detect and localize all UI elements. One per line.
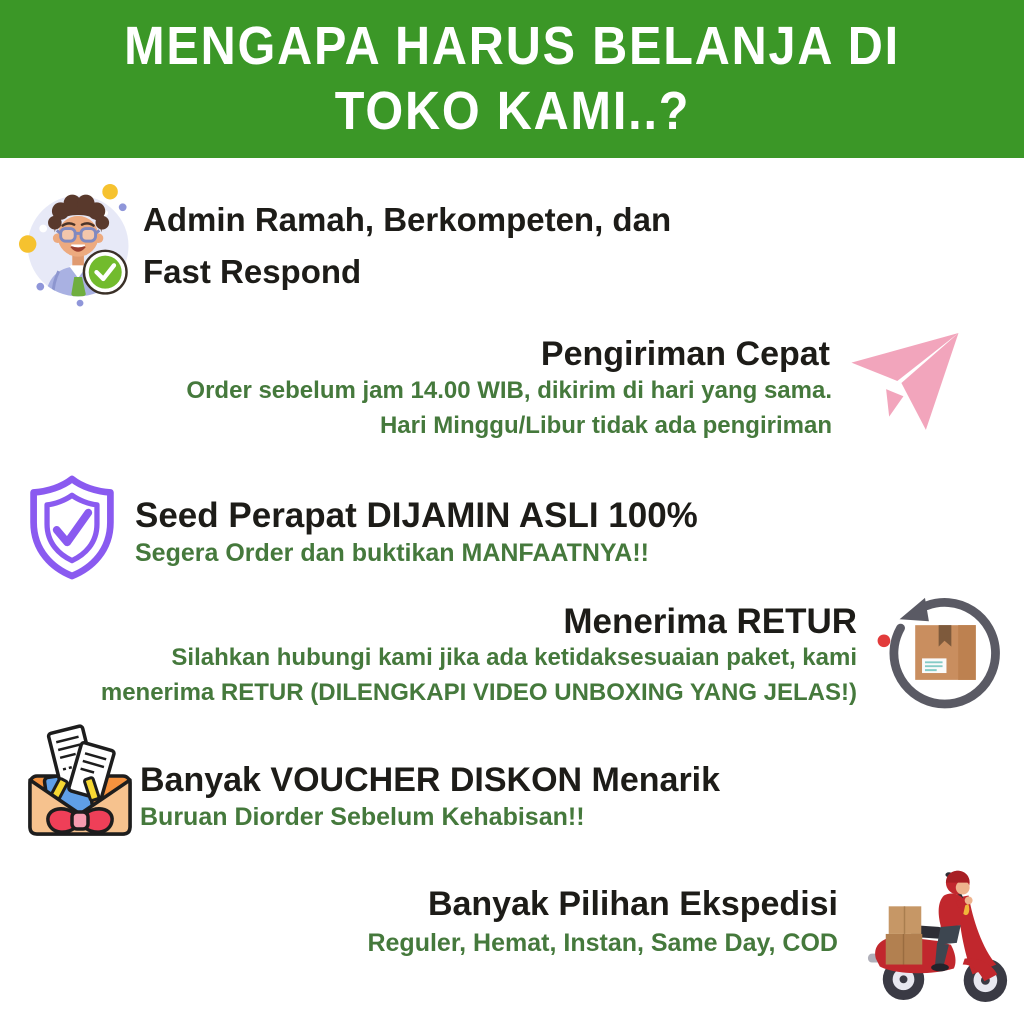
authentic-title: Seed Perapat DIJAMIN ASLI 100%: [135, 496, 698, 535]
package-return-icon: [874, 590, 1016, 717]
expedition-title: Banyak Pilihan Ekspedisi: [427, 885, 838, 923]
returns-subtitle-line1: Silahkan hubungi kami jika ada ketidaksesuaian paket, kami: [171, 644, 857, 671]
authentic-subtitle-line1: Segera Order dan buktikan MANFAATNYA!!: [135, 539, 649, 567]
shipping-subtitle-line1: Order sebelum jam 14.00 WIB, dikirim di hari yang sama.: [186, 377, 832, 404]
returns-subtitle-line2: menerima RETUR (DILENGKAPI VIDEO UNBOXING YANG JELAS!): [100, 679, 857, 706]
shipping-title: Pengiriman Cepat: [540, 335, 830, 373]
header-banner: [0, 0, 1024, 158]
expedition-subtitle-line1: Reguler, Hemat, Instan, Same Day, COD: [367, 929, 838, 957]
returns-title: Menerima RETUR: [563, 602, 857, 641]
voucher-title: Banyak VOUCHER DISKON Menarik: [140, 761, 721, 799]
admin-title-line2: Fast Respond: [143, 253, 362, 290]
paper-plane-icon: [848, 331, 966, 435]
shield-check-icon: [24, 474, 120, 580]
voucher-subtitle-line1: Buruan Diorder Sebelum Kehabisan!!: [140, 803, 585, 831]
shipping-subtitle-line2: Hari Minggu/Libur tidak ada pengiriman: [379, 412, 832, 439]
delivery-scooter-icon: [862, 856, 1020, 1004]
voucher-envelope-icon: [20, 720, 140, 842]
admin-title-line1: Admin Ramah, Berkompeten, dan: [143, 201, 672, 238]
header-title-line1: MENGAPA HARUS BELANJA DI: [124, 16, 900, 77]
header-title-line2: TOKO KAMI..?: [334, 81, 690, 141]
admin-avatar-icon: [18, 182, 144, 308]
